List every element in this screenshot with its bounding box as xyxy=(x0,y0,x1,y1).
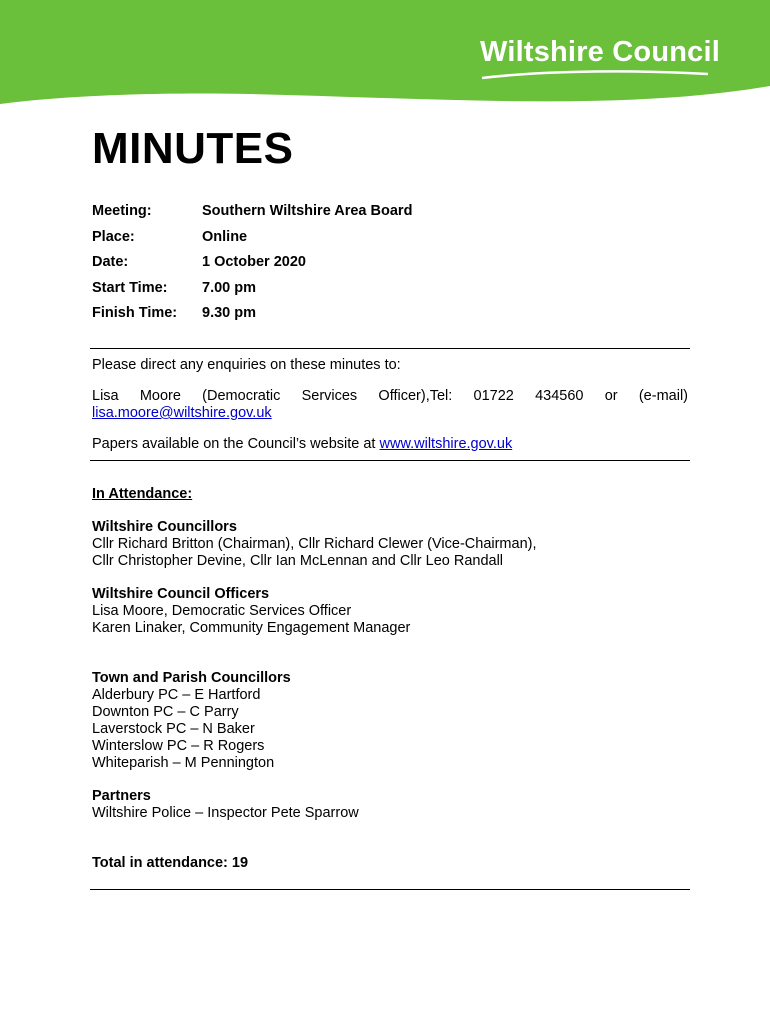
list-item: Winterslow PC – R Rogers xyxy=(92,738,265,754)
list-item: Cllr Christopher Devine, Cllr Ian McLennan and Cllr Leo Randall xyxy=(92,553,504,569)
partners-section xyxy=(92,788,692,822)
officers-section xyxy=(92,586,692,637)
councillors-section xyxy=(92,519,692,570)
papers-note xyxy=(92,436,688,453)
detail-value: 7.00 pm xyxy=(202,279,256,296)
divider-bottom xyxy=(90,889,690,890)
attendance-heading: In Attendance: xyxy=(92,486,193,502)
list-item: Cllr Richard Britton (Chairman), Cllr Richard Clewer (Vice-Chairman), xyxy=(92,536,537,552)
section-heading: Wiltshire Councillors xyxy=(92,519,237,535)
detail-row-place xyxy=(92,229,412,255)
council-logo xyxy=(480,36,720,69)
detail-row-start-time xyxy=(92,280,412,306)
contact-details: Lisa Moore (Democratic Services Officer),Tel: 01722 434560 or (e-mail) xyxy=(92,388,688,404)
detail-label: Date: xyxy=(92,254,129,270)
detail-value: Southern Wiltshire Area Board xyxy=(202,203,413,219)
website-link[interactable]: www.wiltshire.gov.uk xyxy=(379,436,513,452)
detail-row-date xyxy=(92,254,412,280)
page-title: MINUTES xyxy=(92,124,294,173)
detail-value: 1 October 2020 xyxy=(202,254,306,270)
list-item: Downton PC – C Parry xyxy=(92,704,239,720)
list-item: Wiltshire Police – Inspector Pete Sparrow xyxy=(92,805,359,821)
list-item: Lisa Moore, Democratic Services Officer xyxy=(92,603,352,619)
section-heading: Town and Parish Councillors xyxy=(92,670,291,686)
enquiries-intro: Please direct any enquiries on these minutes to: xyxy=(92,357,401,373)
meeting-details xyxy=(92,203,412,331)
logo-swoosh-icon xyxy=(480,70,710,80)
section-heading: Wiltshire Council Officers xyxy=(92,586,270,602)
list-item: Laverstock PC – N Baker xyxy=(92,721,255,737)
divider-middle xyxy=(90,460,690,461)
divider-top xyxy=(90,348,690,349)
detail-row-meeting xyxy=(92,203,412,229)
detail-label: Meeting: xyxy=(92,203,152,219)
detail-value: Online xyxy=(202,228,248,245)
list-item: Alderbury PC – E Hartford xyxy=(92,687,261,703)
detail-label: Place: xyxy=(92,228,135,245)
parish-section xyxy=(92,670,692,772)
section-heading: Partners xyxy=(92,788,151,804)
detail-value: 9.30 pm xyxy=(202,305,256,321)
email-link[interactable]: lisa.moore@wiltshire.gov.uk xyxy=(92,405,272,421)
detail-row-finish-time xyxy=(92,305,412,331)
logo-text: Wiltshire Council xyxy=(480,36,720,68)
detail-label: Finish Time: xyxy=(92,305,178,321)
total-attendance: Total in attendance: 19 xyxy=(92,855,249,871)
list-item: Whiteparish – M Pennington xyxy=(92,755,275,771)
list-item: Karen Linaker, Community Engagement Manager xyxy=(92,620,411,636)
papers-text: Papers available on the Council’s website at xyxy=(92,436,380,452)
enquiries-contact xyxy=(92,388,688,422)
detail-label: Start Time: xyxy=(92,279,168,296)
